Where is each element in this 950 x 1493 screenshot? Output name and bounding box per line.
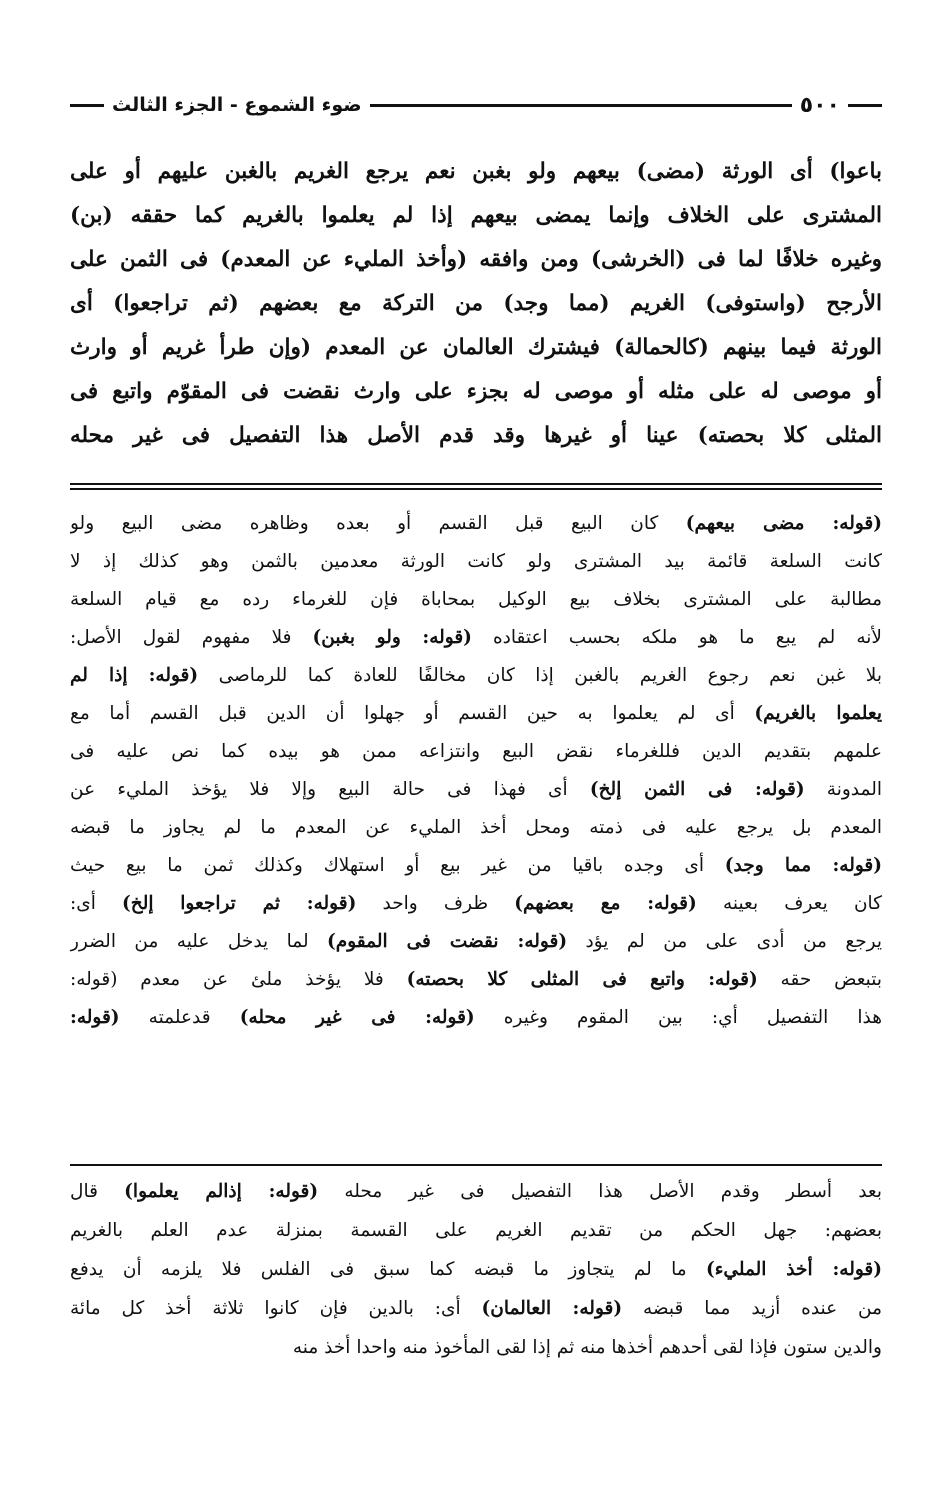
commentary-segment: أى لم يعلموا به حين القسم أو جهلوا أن الدين قبل القسم أما مع	[70, 703, 755, 724]
commentary-segment: قدعلمته	[119, 1007, 240, 1028]
commentary-segment: بعضهم: جهل الحكم من تقديم الغريم على القسمة بمنزلة عدم العلم بالغريم	[70, 1220, 882, 1241]
qawluhu-heading: (قوله: ثم تراجعوا إلخ)	[122, 893, 357, 914]
footnote-divider	[70, 1164, 882, 1166]
header-rule	[370, 104, 792, 107]
commentary-line	[70, 543, 882, 581]
footnote-line	[70, 1172, 882, 1211]
footnote-line	[70, 1211, 882, 1250]
commentary-line	[70, 733, 882, 771]
commentary-segment: لما يدخل عليه من الضرر	[70, 931, 328, 952]
page-header	[70, 88, 882, 122]
commentary-line	[70, 961, 882, 999]
footnote-line	[70, 1289, 882, 1328]
commentary-line	[70, 809, 882, 847]
commentary-segment: أى: بالدين فإن كانوا ثلاثة أخذ كل مائة	[70, 1298, 482, 1319]
main-text-line: الورثة فيما بينهم (كالحمالة) فيشترك العالمان عن المعدم (وإن طرأ غريم أو وارث	[70, 335, 882, 360]
header-dash	[70, 104, 104, 107]
commentary-text	[70, 505, 882, 1037]
double-divider	[70, 483, 882, 490]
commentary-line	[70, 999, 882, 1037]
commentary-segment: يرجع من أدى على من لم يؤد	[567, 931, 882, 952]
main-text-line: أو موصى له على مثله أو موصى له بجزء على وارث نقضت فى المقوّم واتبع فى	[70, 379, 882, 404]
commentary-line	[70, 657, 882, 695]
page-number: ٥٠٠	[799, 92, 840, 118]
commentary-segment: مطالبة على المشترى بخلاف بيع الوكيل بمحاباة فإن للغرماء رده مع قيام السلعة	[70, 589, 882, 610]
running-title: ضوء الشموع - الجزء الثالث	[112, 94, 362, 116]
commentary-line	[70, 771, 882, 809]
qawluhu-heading: (قوله: مضى بيعهم)	[685, 513, 882, 534]
qawluhu-heading: (قوله:	[70, 1007, 120, 1028]
commentary-segment: علمهم بتقديم الدين فللغرماء نقض البيع وانتزاعه ممن هو بيده كما نص عليه فى	[70, 741, 882, 762]
qawluhu-heading: (قوله: إذالم يعلموا)	[124, 1181, 319, 1202]
commentary-line	[70, 695, 882, 733]
commentary-segment: من عنده أزيد مما قبضه	[622, 1298, 882, 1319]
footnote-line	[70, 1328, 882, 1367]
commentary-line	[70, 505, 882, 543]
qawluhu-heading: (قوله: فى غير محله)	[239, 1007, 475, 1028]
commentary-line	[70, 923, 882, 961]
commentary-segment: لأنه لم يبع ما هو ملكه بحسب اعتقاده	[471, 627, 882, 648]
commentary-segment: ما لم يتجاوز ما قبضه كما سبق فى الفلس فلا يلزمه أن يدفع	[70, 1259, 706, 1280]
commentary-segment: أى وجده باقيا من غير بيع أو استهلاك وكذلك ثمن ما بيع حيث	[70, 855, 725, 876]
qawluhu-heading: (قوله: مع بعضهم)	[514, 893, 697, 914]
commentary-segment: فلا مفهوم لقول الأصل:	[70, 627, 313, 648]
commentary-segment: المعدم بل يرجع عليه فى ذمته ومحل أخذ المليء عن المعدم ما لم يجاوز ما قبضه	[70, 817, 882, 838]
qawluhu-heading: (قوله: العالمان)	[481, 1298, 623, 1319]
qawluhu-heading: (قوله: واتبع فى المثلى كلا بحصته)	[406, 969, 758, 990]
commentary-segment: كان البيع قبل القسم أو بعده وظاهره مضى البيع ولو	[70, 513, 686, 534]
commentary-segment: كانت السلعة قائمة بيد المشترى ولو كانت الورثة معدمين بالثمن وهو كذلك إذ لا	[70, 551, 882, 572]
qawluhu-heading: يعلموا بالغريم)	[754, 703, 882, 724]
commentary-segment: ظرف واحد	[356, 893, 515, 914]
qawluhu-heading: (قوله: أخذ المليء)	[705, 1259, 882, 1280]
main-text-line: الأرجح (واستوفى) الغريم (مما وجد) من التركة مع بعضهم (ثم تراجعوا) أى	[70, 291, 882, 316]
commentary-segment: بتبعض حقه	[757, 969, 882, 990]
commentary-segment: فلا يؤخذ ملئ عن معدم (قوله:	[70, 969, 407, 990]
footnote-line	[70, 1250, 882, 1289]
main-text-line: المثلى كلا بحصته) عينا أو غيرها وقد قدم الأصل هذا التفصيل فى غير محله	[70, 423, 882, 448]
commentary-segment: كان يعرف بعينه	[696, 893, 882, 914]
commentary-segment: أى فهذا فى حالة البيع وإلا فلا يؤخذ المليء عن	[70, 779, 590, 800]
qawluhu-heading: (قوله: ولو بغبن)	[312, 627, 472, 648]
commentary-segment: أى:	[70, 893, 123, 914]
commentary-segment: قال	[70, 1181, 125, 1202]
main-text-line: المشترى على الخلاف وإنما يمضى بيعهم إذا لم يعلموا بالغريم كما حققه (بن)	[70, 203, 882, 228]
commentary-line	[70, 885, 882, 923]
qawluhu-heading: (قوله: نقضت فى المقوم)	[327, 931, 568, 952]
main-text-line: وغيره خلافًا لما فى (الخرشى) ومن وافقه (وأخذ المليء عن المعدم) فى الثمن على	[70, 247, 882, 272]
commentary-line	[70, 847, 882, 885]
commentary-line	[70, 619, 882, 657]
commentary-segment: والدين ستون فإذا لقى أحدهم أخذها منه ثم إذا لقى المأخوذ منه واحدا أخذ منه	[292, 1337, 882, 1358]
commentary-segment: هذا التفصيل أي: بين المقوم وغيره	[474, 1007, 882, 1028]
main-text-line: باعوا) أى الورثة (مضى) بيعهم ولو بغبن نعم يرجع الغريم بالغبن عليهم أو على	[70, 159, 882, 184]
qawluhu-heading: (قوله: مما وجد)	[724, 855, 882, 876]
footnote-text	[70, 1172, 882, 1367]
header-dash	[848, 104, 882, 107]
qawluhu-heading: (قوله: إذا لم	[70, 665, 199, 686]
commentary-segment: بلا غبن نعم رجوع الغريم بالغبن إذا كان مخالفًا للعادة كما للرماصى	[198, 665, 882, 686]
qawluhu-heading: (قوله: فى الثمن إلخ)	[589, 779, 805, 800]
commentary-segment: المدونة	[804, 779, 882, 800]
commentary-segment: بعد أسطر وقدم الأصل هذا التفصيل فى غير محله	[318, 1181, 882, 1202]
main-text	[70, 150, 882, 458]
commentary-line	[70, 581, 882, 619]
